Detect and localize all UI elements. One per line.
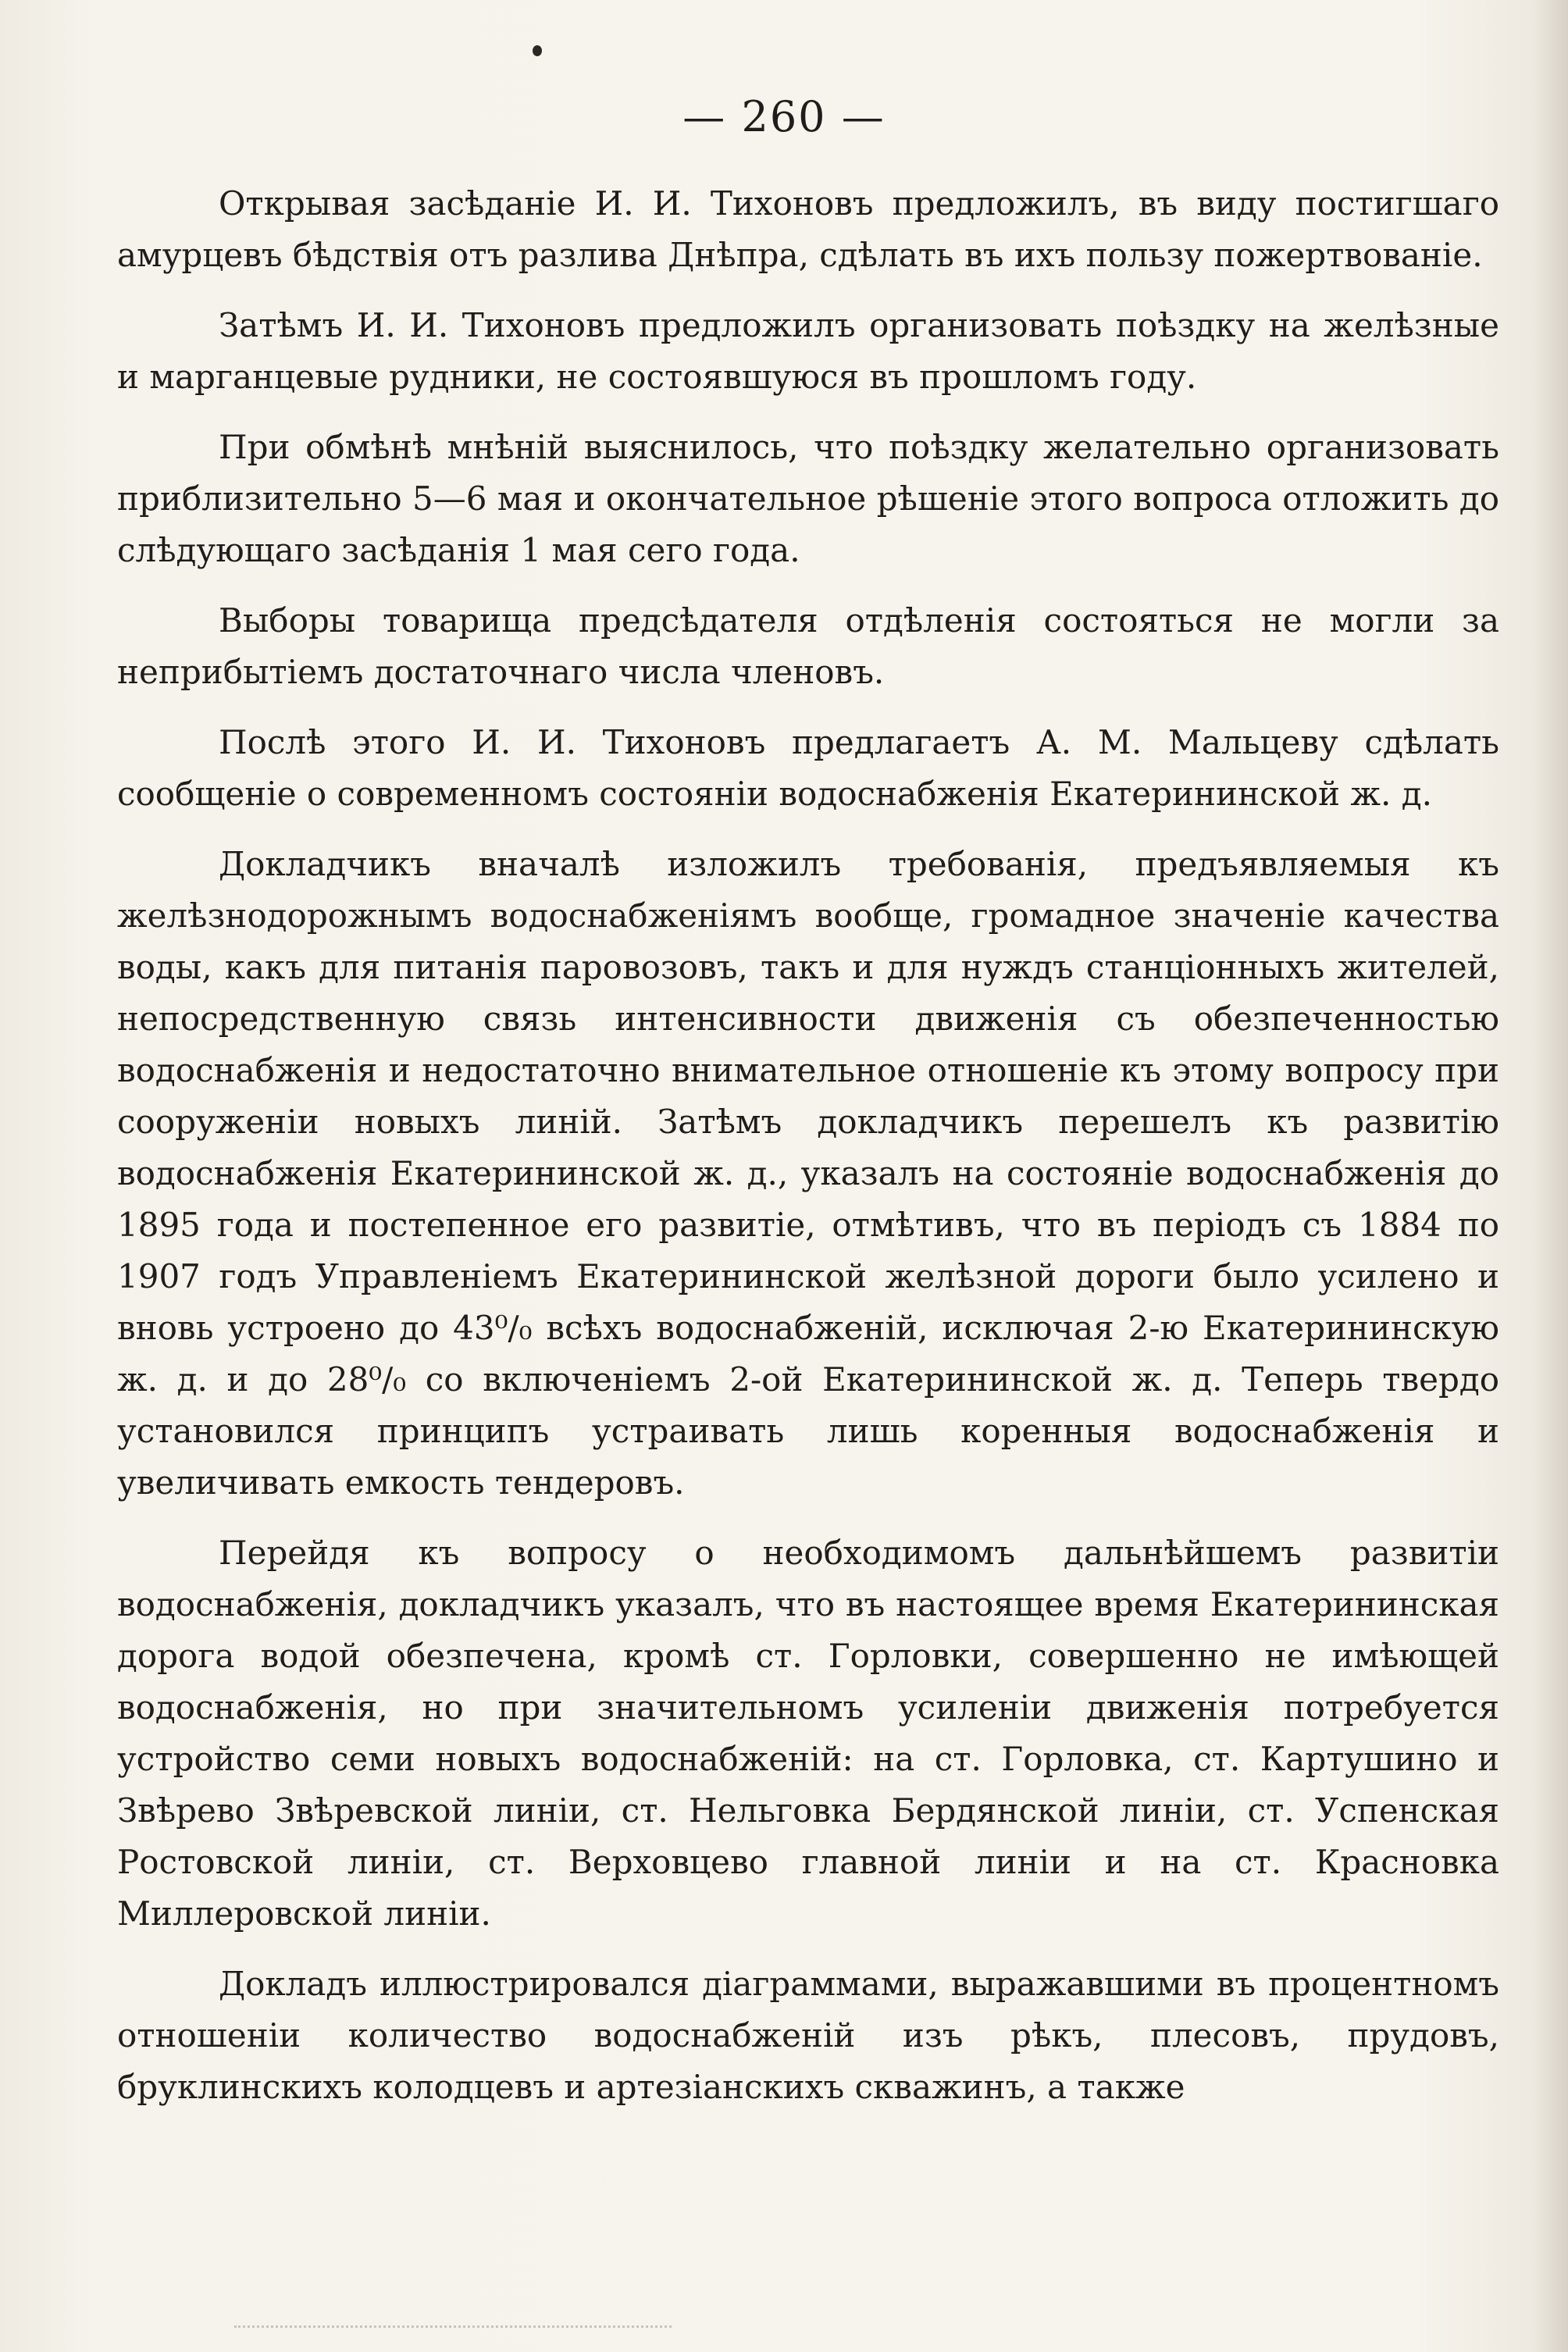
paragraph-report-request: Послѣ этого И. И. Тихоновъ предлагаетъ А. М. Мальцеву сдѣлать сообщеніе о современномъ состояніи водоснабженія Екатерининской ж. д. — [117, 723, 1499, 813]
paragraph-future-development: Перейдя къ вопросу о необходимомъ дальнѣйшемъ развитіи водоснабженія, докладчикъ указалъ, что въ настоящее время Екатерининская дорога водой обезпечена, кромѣ ст. Горловки, совершенно не имѣющей водоснабженія, но при значительномъ усиленіи движенія потребуется устройство семи новыхъ водоснабженій: на ст. Горловка, ст. Картушино и Звѣрево Звѣревской линіи, ст. Нельговка Бердянской линіи, ст. Успенская Ростовской линіи, ст. Верховцево главной линіи и на ст. Красновка Миллеровской линіи. — [117, 1534, 1499, 1933]
paragraph-report-body: Докладчикъ вначалѣ изложилъ требованія, предъявляемыя къ желѣзнодорожнымъ водоснабженіямъ вообще, громадное значеніе качества воды, какъ для питанія паровозовъ, такъ и для нуждъ станціонныхъ жителей, непосредственную связь интенсивности движенія съ обезпеченностью водоснабженія и недостаточно внимательное отношеніе къ этому вопросу при сооруженіи новыхъ линій. Затѣмъ докладчикъ перешелъ къ развитію водоснабженія Екатерининской ж. д., указалъ на состояніе водоснабженія до 1895 года и постепенное его развитіе, отмѣтивъ, что въ періодъ съ 1884 по 1907 годъ Управленіемъ Екатерининской желѣзной дороги было усилено и вновь устроено до 43⁰/₀ всѣхъ водоснабженій, исключая 2-ю Екатерининскую ж. д. и до 28⁰/₀ со включеніемъ 2-ой Екатерининской ж. д. Теперь твердо установился принципъ устраивать лишь коренныя водоснабженія и увеличивать емкость тендеровъ. — [117, 845, 1499, 1502]
page-edge-shadow — [1534, 0, 1568, 2352]
paragraph-diagrams: Докладъ иллюстрировался діаграммами, выражавшими въ процентномъ отношеніи количество водоснабженій изъ рѣкъ, плесовъ, прудовъ, бруклинскихъ колодцевъ и артезіанскихъ скважинъ, а также — [117, 1965, 1499, 2106]
paragraph-opening: Открывая засѣданіе И. И. Тихоновъ предложилъ, въ виду постигшаго амурцевъ бѣдствія отъ разлива Днѣпра, сдѣлать въ ихъ пользу пожертвованіе. — [117, 184, 1499, 274]
ink-speck — [533, 45, 542, 56]
bottom-scan-marks — [234, 2318, 672, 2328]
paragraph-discussion: При обмѣнѣ мнѣній выяснилось, что поѣздку желательно организовать приблизительно 5—6 мая и окончательное рѣшеніе этого вопроса отложить до слѣдующаго засѣданія 1 мая сего года. — [117, 428, 1499, 569]
paragraph-excursion: Затѣмъ И. И. Тихоновъ предложилъ организовать поѣздку на желѣзные и марганцевые рудники, не состоявшуюся въ прошломъ году. — [117, 306, 1499, 396]
paragraph-elections: Выборы товарища предсѣдателя отдѣленія состояться не могли за неприбытіемъ достаточнаго числа членовъ. — [117, 601, 1499, 691]
body-text — [117, 178, 1499, 2132]
page-number: — 260 — — [682, 92, 886, 141]
